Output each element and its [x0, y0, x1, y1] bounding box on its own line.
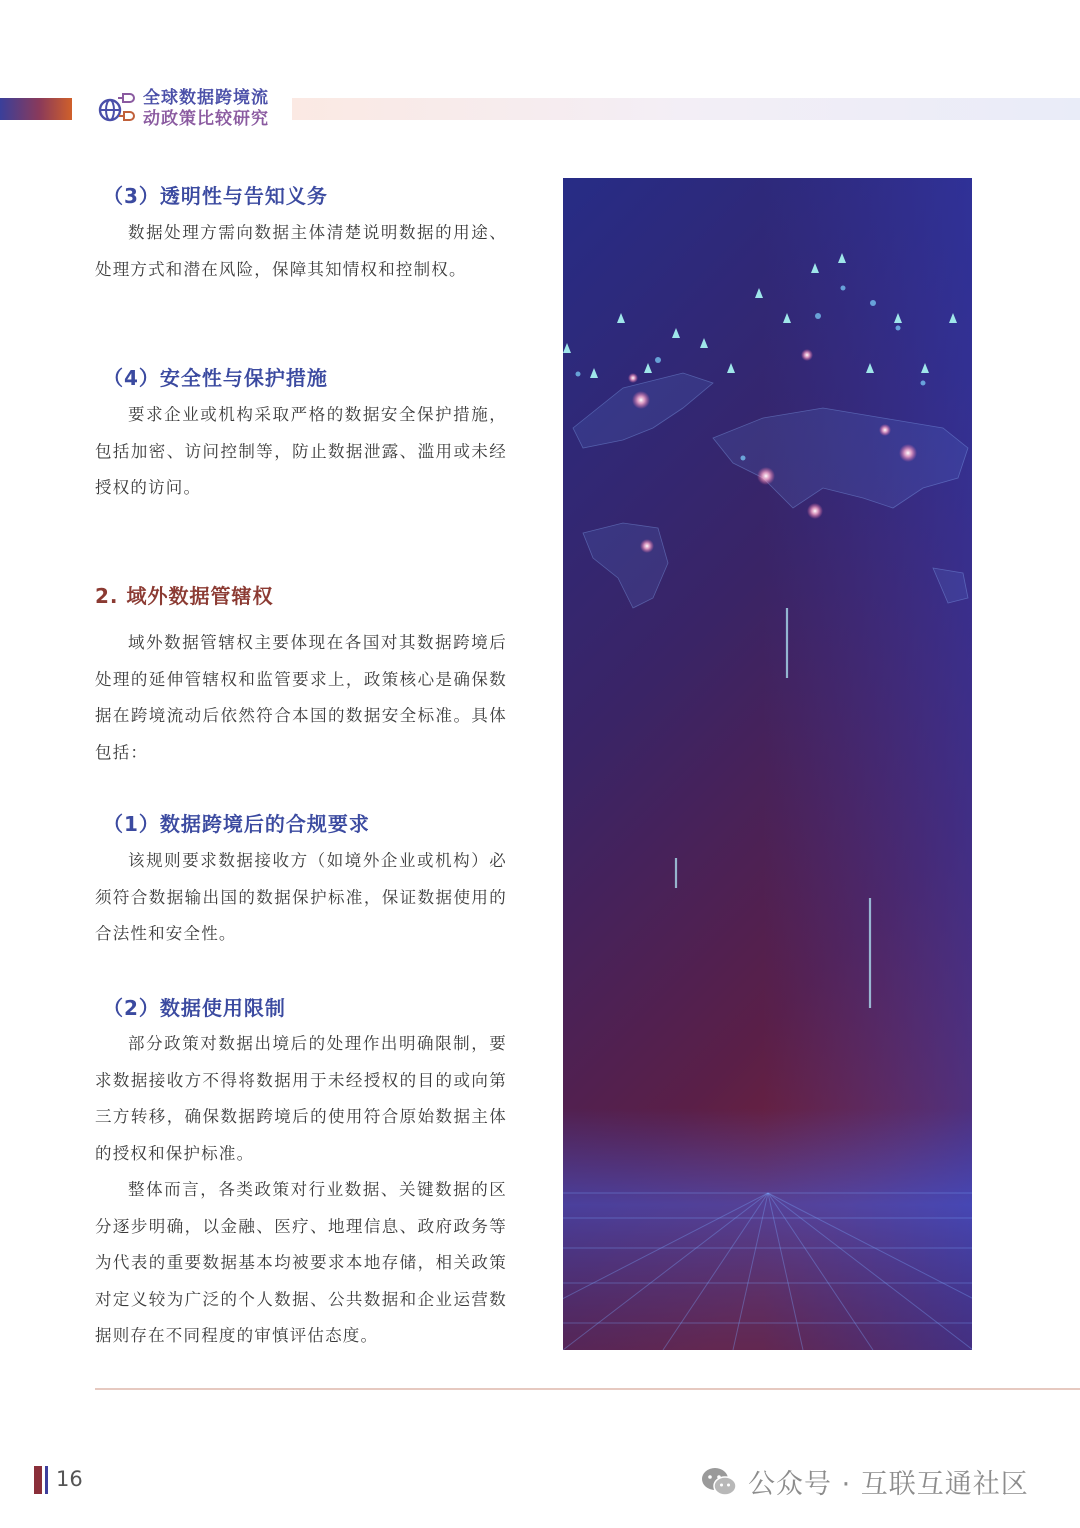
subheading-usage-limits: （2）数据使用限制 — [103, 996, 286, 1020]
paragraph-compliance: 该规则要求数据接收方（如境外企业或机构）必须符合数据输出国的数据保护标准，保证数据使用的合法性和安全性。 — [95, 851, 507, 943]
paragraph-extraterritorial-intro: 域外数据管辖权主要体现在各国对其数据跨境后处理的延伸管辖权和监管要求上，政策核心是确保数据在跨境流动后依然符合本国的数据安全标准。具体包括： — [95, 633, 507, 762]
globe-data-icon — [96, 88, 138, 130]
page-number: 16 — [56, 1467, 83, 1491]
wechat-watermark — [700, 1462, 1029, 1501]
watermark-text: 公众号 · 互联互通社区 — [748, 1469, 1029, 1500]
subheading-security: （4）安全性与保护措施 — [103, 366, 328, 390]
paragraph-transparency: 数据处理方需向数据主体清楚说明数据的用途、处理方式和潜在风险，保障其知情权和控制权。 — [95, 223, 507, 279]
document-title — [143, 88, 283, 130]
title-line-2: 动政策比较研究 — [143, 109, 269, 129]
header-gradient-band — [292, 98, 1080, 120]
footer-divider — [95, 1388, 1080, 1390]
header-accent-bar — [0, 98, 72, 120]
title-line-1: 全球数据跨境流 — [143, 88, 269, 108]
data-world-map-illustration — [563, 178, 972, 1350]
paragraph-summary: 整体而言，各类政策对行业数据、关键数据的区分逐步明确，以金融、医疗、地理信息、政府政务等为代表的重要数据基本均被要求本地存储，相关政策对定义较为广泛的个人数据、公共数据和企业运营数据则存在不同程度的审慎评估态度。 — [95, 1180, 507, 1345]
paragraph-usage-limits: 部分政策对数据出境后的处理作出明确限制，要求数据接收方不得将数据用于未经授权的目的或向第三方转移，确保数据跨境后的使用符合原始数据主体的授权和保护标准。 — [95, 1034, 507, 1163]
subheading-compliance: （1）数据跨境后的合规要求 — [103, 812, 370, 836]
section-title-extraterritorial: 2. 域外数据管辖权 — [95, 584, 274, 608]
paragraph-security: 要求企业或机构采取严格的数据安全保护措施，包括加密、访问控制等，防止数据泄露、滥用或未经授权的访问。 — [95, 405, 507, 497]
subheading-transparency: （3）透明性与告知义务 — [103, 184, 328, 208]
page-number-marker — [34, 1466, 48, 1494]
wechat-icon — [700, 1466, 738, 1498]
